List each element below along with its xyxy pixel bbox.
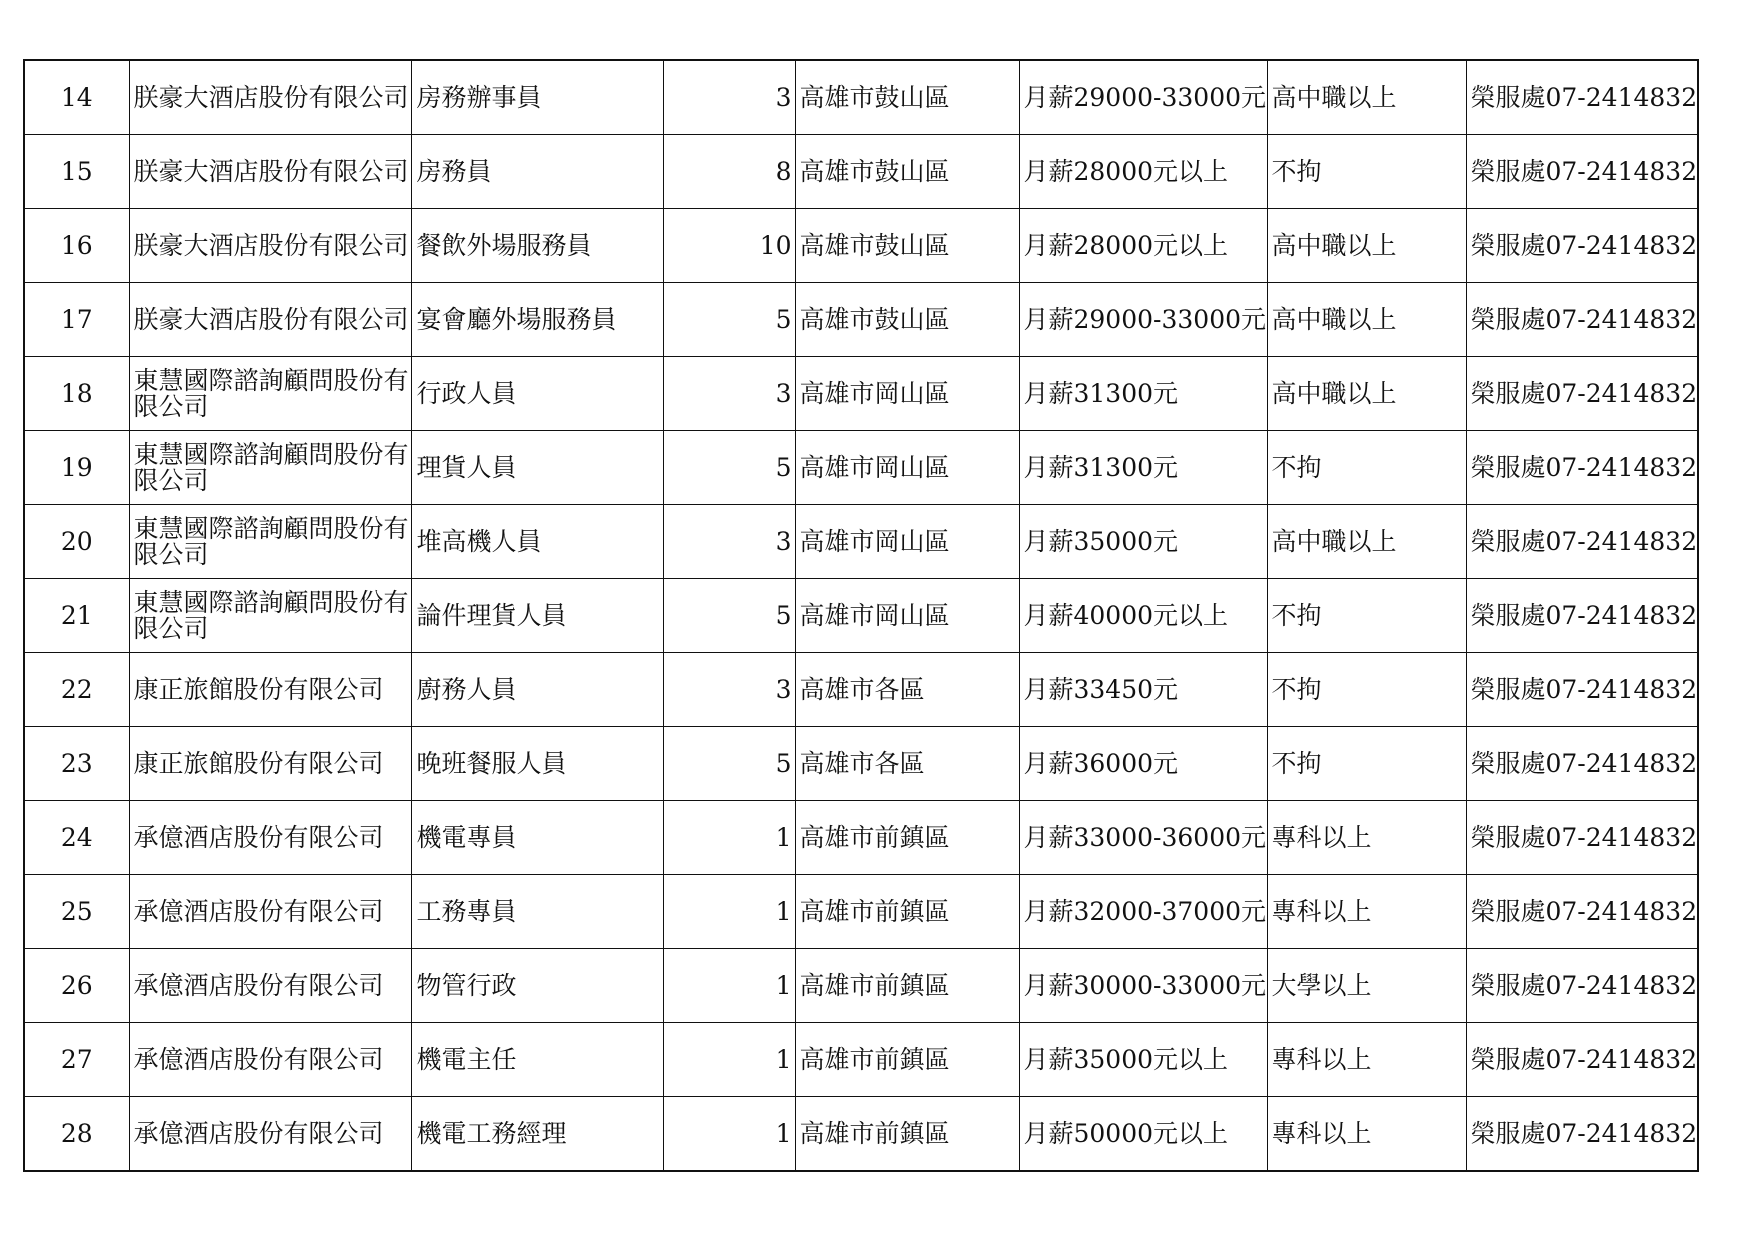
table-row bbox=[24, 875, 1698, 949]
company-name: 東慧國際諮詢顧問股份有限公司 bbox=[129, 357, 411, 431]
education-requirement: 不拘 bbox=[1267, 653, 1466, 727]
education-requirement: 不拘 bbox=[1267, 727, 1466, 801]
table-row bbox=[24, 357, 1698, 431]
salary: 月薪33450元 bbox=[1019, 653, 1267, 727]
contact-info: 榮服處07-2414832 bbox=[1466, 431, 1698, 505]
job-title: 房務辦事員 bbox=[411, 60, 663, 135]
job-listing-table bbox=[23, 59, 1699, 1172]
work-area: 高雄市前鎮區 bbox=[795, 949, 1019, 1023]
company-name: 朕豪大酒店股份有限公司 bbox=[129, 283, 411, 357]
table-row bbox=[24, 431, 1698, 505]
company-name: 東慧國際諮詢顧問股份有限公司 bbox=[129, 579, 411, 653]
education-requirement: 高中職以上 bbox=[1267, 209, 1466, 283]
contact-info: 榮服處07-2414832 bbox=[1466, 727, 1698, 801]
work-area: 高雄市前鎮區 bbox=[795, 1023, 1019, 1097]
salary: 月薪28000元以上 bbox=[1019, 135, 1267, 209]
company-name: 承億酒店股份有限公司 bbox=[129, 875, 411, 949]
salary: 月薪33000-36000元 bbox=[1019, 801, 1267, 875]
openings-count: 5 bbox=[663, 431, 795, 505]
company-name: 承億酒店股份有限公司 bbox=[129, 1097, 411, 1172]
education-requirement: 不拘 bbox=[1267, 135, 1466, 209]
job-title: 宴會廳外場服務員 bbox=[411, 283, 663, 357]
work-area: 高雄市岡山區 bbox=[795, 357, 1019, 431]
openings-count: 5 bbox=[663, 727, 795, 801]
openings-count: 1 bbox=[663, 801, 795, 875]
salary: 月薪36000元 bbox=[1019, 727, 1267, 801]
table-row bbox=[24, 60, 1698, 135]
company-name: 康正旅館股份有限公司 bbox=[129, 727, 411, 801]
job-title: 廚務人員 bbox=[411, 653, 663, 727]
contact-info: 榮服處07-2414832 bbox=[1466, 505, 1698, 579]
row-number: 20 bbox=[24, 505, 129, 579]
salary: 月薪31300元 bbox=[1019, 431, 1267, 505]
openings-count: 1 bbox=[663, 1023, 795, 1097]
work-area: 高雄市岡山區 bbox=[795, 505, 1019, 579]
education-requirement: 高中職以上 bbox=[1267, 357, 1466, 431]
openings-count: 1 bbox=[663, 875, 795, 949]
company-name: 東慧國際諮詢顧問股份有限公司 bbox=[129, 431, 411, 505]
contact-info: 榮服處07-2414832 bbox=[1466, 60, 1698, 135]
row-number: 16 bbox=[24, 209, 129, 283]
job-title: 餐飲外場服務員 bbox=[411, 209, 663, 283]
table-row bbox=[24, 135, 1698, 209]
row-number: 26 bbox=[24, 949, 129, 1023]
contact-info: 榮服處07-2414832 bbox=[1466, 875, 1698, 949]
table-row bbox=[24, 505, 1698, 579]
table-row bbox=[24, 1097, 1698, 1172]
openings-count: 10 bbox=[663, 209, 795, 283]
job-title: 堆高機人員 bbox=[411, 505, 663, 579]
salary: 月薪28000元以上 bbox=[1019, 209, 1267, 283]
row-number: 15 bbox=[24, 135, 129, 209]
table-row bbox=[24, 653, 1698, 727]
table-row bbox=[24, 801, 1698, 875]
company-name: 承億酒店股份有限公司 bbox=[129, 1023, 411, 1097]
salary: 月薪50000元以上 bbox=[1019, 1097, 1267, 1172]
job-title: 行政人員 bbox=[411, 357, 663, 431]
openings-count: 1 bbox=[663, 949, 795, 1023]
education-requirement: 大學以上 bbox=[1267, 949, 1466, 1023]
row-number: 27 bbox=[24, 1023, 129, 1097]
work-area: 高雄市鼓山區 bbox=[795, 60, 1019, 135]
education-requirement: 不拘 bbox=[1267, 431, 1466, 505]
contact-info: 榮服處07-2414832 bbox=[1466, 579, 1698, 653]
row-number: 14 bbox=[24, 60, 129, 135]
education-requirement: 專科以上 bbox=[1267, 1023, 1466, 1097]
job-title: 機電主任 bbox=[411, 1023, 663, 1097]
row-number: 21 bbox=[24, 579, 129, 653]
work-area: 高雄市各區 bbox=[795, 727, 1019, 801]
work-area: 高雄市鼓山區 bbox=[795, 283, 1019, 357]
contact-info: 榮服處07-2414832 bbox=[1466, 283, 1698, 357]
education-requirement: 不拘 bbox=[1267, 579, 1466, 653]
table-row bbox=[24, 727, 1698, 801]
work-area: 高雄市各區 bbox=[795, 653, 1019, 727]
row-number: 25 bbox=[24, 875, 129, 949]
company-name: 朕豪大酒店股份有限公司 bbox=[129, 209, 411, 283]
openings-count: 3 bbox=[663, 60, 795, 135]
openings-count: 5 bbox=[663, 579, 795, 653]
openings-count: 3 bbox=[663, 357, 795, 431]
salary: 月薪29000-33000元 bbox=[1019, 283, 1267, 357]
row-number: 23 bbox=[24, 727, 129, 801]
company-name: 承億酒店股份有限公司 bbox=[129, 801, 411, 875]
job-title: 晚班餐服人員 bbox=[411, 727, 663, 801]
row-number: 22 bbox=[24, 653, 129, 727]
salary: 月薪32000-37000元 bbox=[1019, 875, 1267, 949]
openings-count: 5 bbox=[663, 283, 795, 357]
job-title: 房務員 bbox=[411, 135, 663, 209]
table-row bbox=[24, 949, 1698, 1023]
contact-info: 榮服處07-2414832 bbox=[1466, 949, 1698, 1023]
work-area: 高雄市岡山區 bbox=[795, 431, 1019, 505]
education-requirement: 高中職以上 bbox=[1267, 60, 1466, 135]
contact-info: 榮服處07-2414832 bbox=[1466, 209, 1698, 283]
table-row bbox=[24, 1023, 1698, 1097]
salary: 月薪29000-33000元 bbox=[1019, 60, 1267, 135]
contact-info: 榮服處07-2414832 bbox=[1466, 1023, 1698, 1097]
job-title: 機電工務經理 bbox=[411, 1097, 663, 1172]
contact-info: 榮服處07-2414832 bbox=[1466, 801, 1698, 875]
company-name: 朕豪大酒店股份有限公司 bbox=[129, 60, 411, 135]
work-area: 高雄市前鎮區 bbox=[795, 875, 1019, 949]
work-area: 高雄市岡山區 bbox=[795, 579, 1019, 653]
openings-count: 3 bbox=[663, 505, 795, 579]
company-name: 東慧國際諮詢顧問股份有限公司 bbox=[129, 505, 411, 579]
contact-info: 榮服處07-2414832 bbox=[1466, 653, 1698, 727]
table-row bbox=[24, 283, 1698, 357]
company-name: 承億酒店股份有限公司 bbox=[129, 949, 411, 1023]
job-title: 物管行政 bbox=[411, 949, 663, 1023]
row-number: 18 bbox=[24, 357, 129, 431]
job-title: 機電專員 bbox=[411, 801, 663, 875]
work-area: 高雄市前鎮區 bbox=[795, 1097, 1019, 1172]
salary: 月薪40000元以上 bbox=[1019, 579, 1267, 653]
job-title: 工務專員 bbox=[411, 875, 663, 949]
education-requirement: 專科以上 bbox=[1267, 875, 1466, 949]
row-number: 19 bbox=[24, 431, 129, 505]
contact-info: 榮服處07-2414832 bbox=[1466, 357, 1698, 431]
job-title: 論件理貨人員 bbox=[411, 579, 663, 653]
row-number: 24 bbox=[24, 801, 129, 875]
education-requirement: 高中職以上 bbox=[1267, 283, 1466, 357]
row-number: 17 bbox=[24, 283, 129, 357]
table-row bbox=[24, 579, 1698, 653]
openings-count: 8 bbox=[663, 135, 795, 209]
contact-info: 榮服處07-2414832 bbox=[1466, 135, 1698, 209]
education-requirement: 專科以上 bbox=[1267, 1097, 1466, 1172]
table-row bbox=[24, 209, 1698, 283]
education-requirement: 高中職以上 bbox=[1267, 505, 1466, 579]
company-name: 康正旅館股份有限公司 bbox=[129, 653, 411, 727]
salary: 月薪31300元 bbox=[1019, 357, 1267, 431]
work-area: 高雄市鼓山區 bbox=[795, 135, 1019, 209]
row-number: 28 bbox=[24, 1097, 129, 1172]
salary: 月薪35000元 bbox=[1019, 505, 1267, 579]
education-requirement: 專科以上 bbox=[1267, 801, 1466, 875]
table-body bbox=[24, 60, 1698, 1171]
openings-count: 3 bbox=[663, 653, 795, 727]
salary: 月薪30000-33000元 bbox=[1019, 949, 1267, 1023]
company-name: 朕豪大酒店股份有限公司 bbox=[129, 135, 411, 209]
contact-info: 榮服處07-2414832 bbox=[1466, 1097, 1698, 1172]
work-area: 高雄市前鎮區 bbox=[795, 801, 1019, 875]
openings-count: 1 bbox=[663, 1097, 795, 1172]
work-area: 高雄市鼓山區 bbox=[795, 209, 1019, 283]
job-title: 理貨人員 bbox=[411, 431, 663, 505]
salary: 月薪35000元以上 bbox=[1019, 1023, 1267, 1097]
